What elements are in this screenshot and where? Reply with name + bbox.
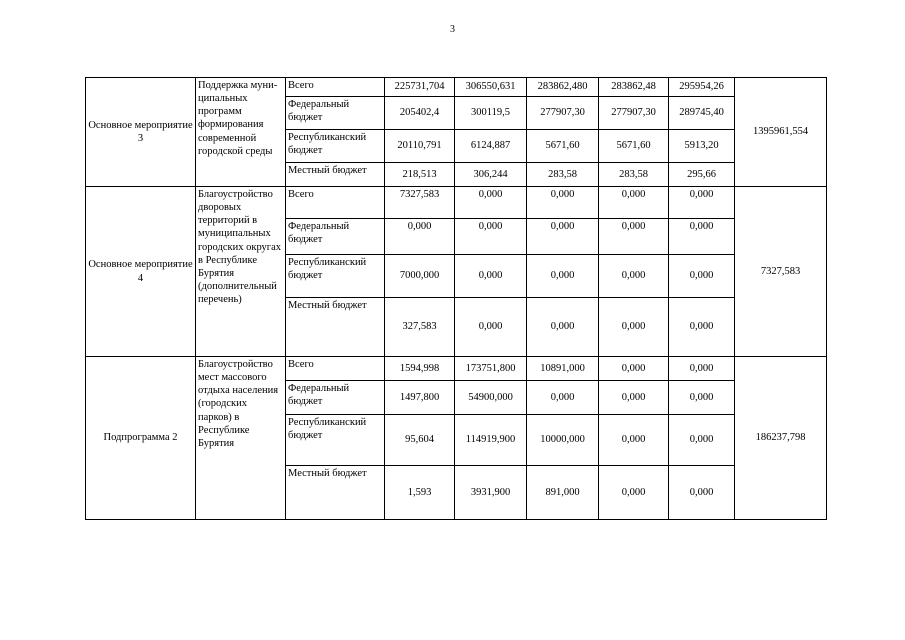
funding-source: Местный бюджет	[286, 163, 385, 187]
value-cell: 0,000	[599, 415, 669, 466]
funding-source: Республиканский бюджет	[286, 255, 385, 298]
value-cell: 0,000	[599, 255, 669, 298]
value-cell: 10891,000	[527, 357, 599, 381]
section-label: Подпрограмма 2	[86, 357, 196, 520]
table-row	[86, 357, 827, 381]
value-cell: 0,000	[527, 255, 599, 298]
value-cell: 0,000	[599, 357, 669, 381]
value-cell: 0,000	[527, 298, 599, 357]
section-label: Основное мероприятие 4	[86, 187, 196, 357]
section-total: 1395961,554	[735, 78, 827, 187]
value-cell: 295,66	[669, 163, 735, 187]
section-total: 186237,798	[735, 357, 827, 520]
value-cell: 6124,887	[455, 130, 527, 163]
value-cell: 0,000	[669, 255, 735, 298]
value-cell: 0,000	[669, 219, 735, 255]
value-cell: 327,583	[385, 298, 455, 357]
value-cell: 0,000	[385, 219, 455, 255]
section-label: Основное мероприятие 3	[86, 78, 196, 187]
value-cell: 1,593	[385, 466, 455, 520]
value-cell: 1594,998	[385, 357, 455, 381]
value-cell: 205402,4	[385, 97, 455, 130]
value-cell: 277907,30	[527, 97, 599, 130]
value-cell: 0,000	[669, 466, 735, 520]
value-cell: 114919,900	[455, 415, 527, 466]
section-total: 7327,583	[735, 187, 827, 357]
value-cell: 0,000	[669, 187, 735, 219]
value-cell: 0,000	[599, 466, 669, 520]
section-description: Благоустройство мест массового отдыха населения (городских парков) в Республике Бурятия	[196, 357, 286, 520]
value-cell: 283862,480	[527, 78, 599, 97]
funding-source: Местный бюджет	[286, 298, 385, 357]
value-cell: 218,513	[385, 163, 455, 187]
funding-source: Федеральный бюджет	[286, 97, 385, 130]
section-description: Благоустройство дворовых территорий в муниципальных городских округах в Республике Бурятия (дополнительный перечень)	[196, 187, 286, 357]
value-cell: 0,000	[669, 357, 735, 381]
value-cell: 0,000	[599, 298, 669, 357]
value-cell: 20110,791	[385, 130, 455, 163]
value-cell: 3931,900	[455, 466, 527, 520]
value-cell: 0,000	[527, 381, 599, 415]
funding-source: Всего	[286, 78, 385, 97]
value-cell: 7327,583	[385, 187, 455, 219]
value-cell: 306,244	[455, 163, 527, 187]
value-cell: 54900,000	[455, 381, 527, 415]
value-cell: 173751,800	[455, 357, 527, 381]
value-cell: 0,000	[527, 187, 599, 219]
value-cell: 283,58	[527, 163, 599, 187]
value-cell: 0,000	[669, 381, 735, 415]
value-cell: 0,000	[599, 219, 669, 255]
value-cell: 289745,40	[669, 97, 735, 130]
value-cell: 0,000	[455, 298, 527, 357]
value-cell: 0,000	[455, 255, 527, 298]
value-cell: 0,000	[669, 415, 735, 466]
page-number: 3	[450, 24, 455, 35]
funding-source: Всего	[286, 187, 385, 219]
value-cell: 283,58	[599, 163, 669, 187]
value-cell: 283862,48	[599, 78, 669, 97]
table-row	[86, 187, 827, 219]
funding-source: Всего	[286, 357, 385, 381]
value-cell: 5671,60	[527, 130, 599, 163]
value-cell: 0,000	[455, 187, 527, 219]
budget-table	[85, 77, 827, 520]
funding-source: Республиканский бюджет	[286, 130, 385, 163]
value-cell: 95,604	[385, 415, 455, 466]
value-cell: 300119,5	[455, 97, 527, 130]
value-cell: 0,000	[599, 187, 669, 219]
funding-source: Федеральный бюджет	[286, 219, 385, 255]
value-cell: 5671,60	[599, 130, 669, 163]
value-cell: 0,000	[669, 298, 735, 357]
value-cell: 10000,000	[527, 415, 599, 466]
funding-source: Местный бюджет	[286, 466, 385, 520]
value-cell: 7000,000	[385, 255, 455, 298]
value-cell: 891,000	[527, 466, 599, 520]
value-cell: 5913,20	[669, 130, 735, 163]
value-cell: 306550,631	[455, 78, 527, 97]
value-cell: 225731,704	[385, 78, 455, 97]
value-cell: 0,000	[455, 219, 527, 255]
value-cell: 295954,26	[669, 78, 735, 97]
funding-source: Республиканский бюджет	[286, 415, 385, 466]
value-cell: 0,000	[527, 219, 599, 255]
value-cell: 0,000	[599, 381, 669, 415]
value-cell: 277907,30	[599, 97, 669, 130]
section-description: Поддержка муни-ципальных программ формирования современной городской среды	[196, 78, 286, 187]
value-cell: 1497,800	[385, 381, 455, 415]
funding-source: Федеральный бюджет	[286, 381, 385, 415]
table-row	[86, 78, 827, 97]
